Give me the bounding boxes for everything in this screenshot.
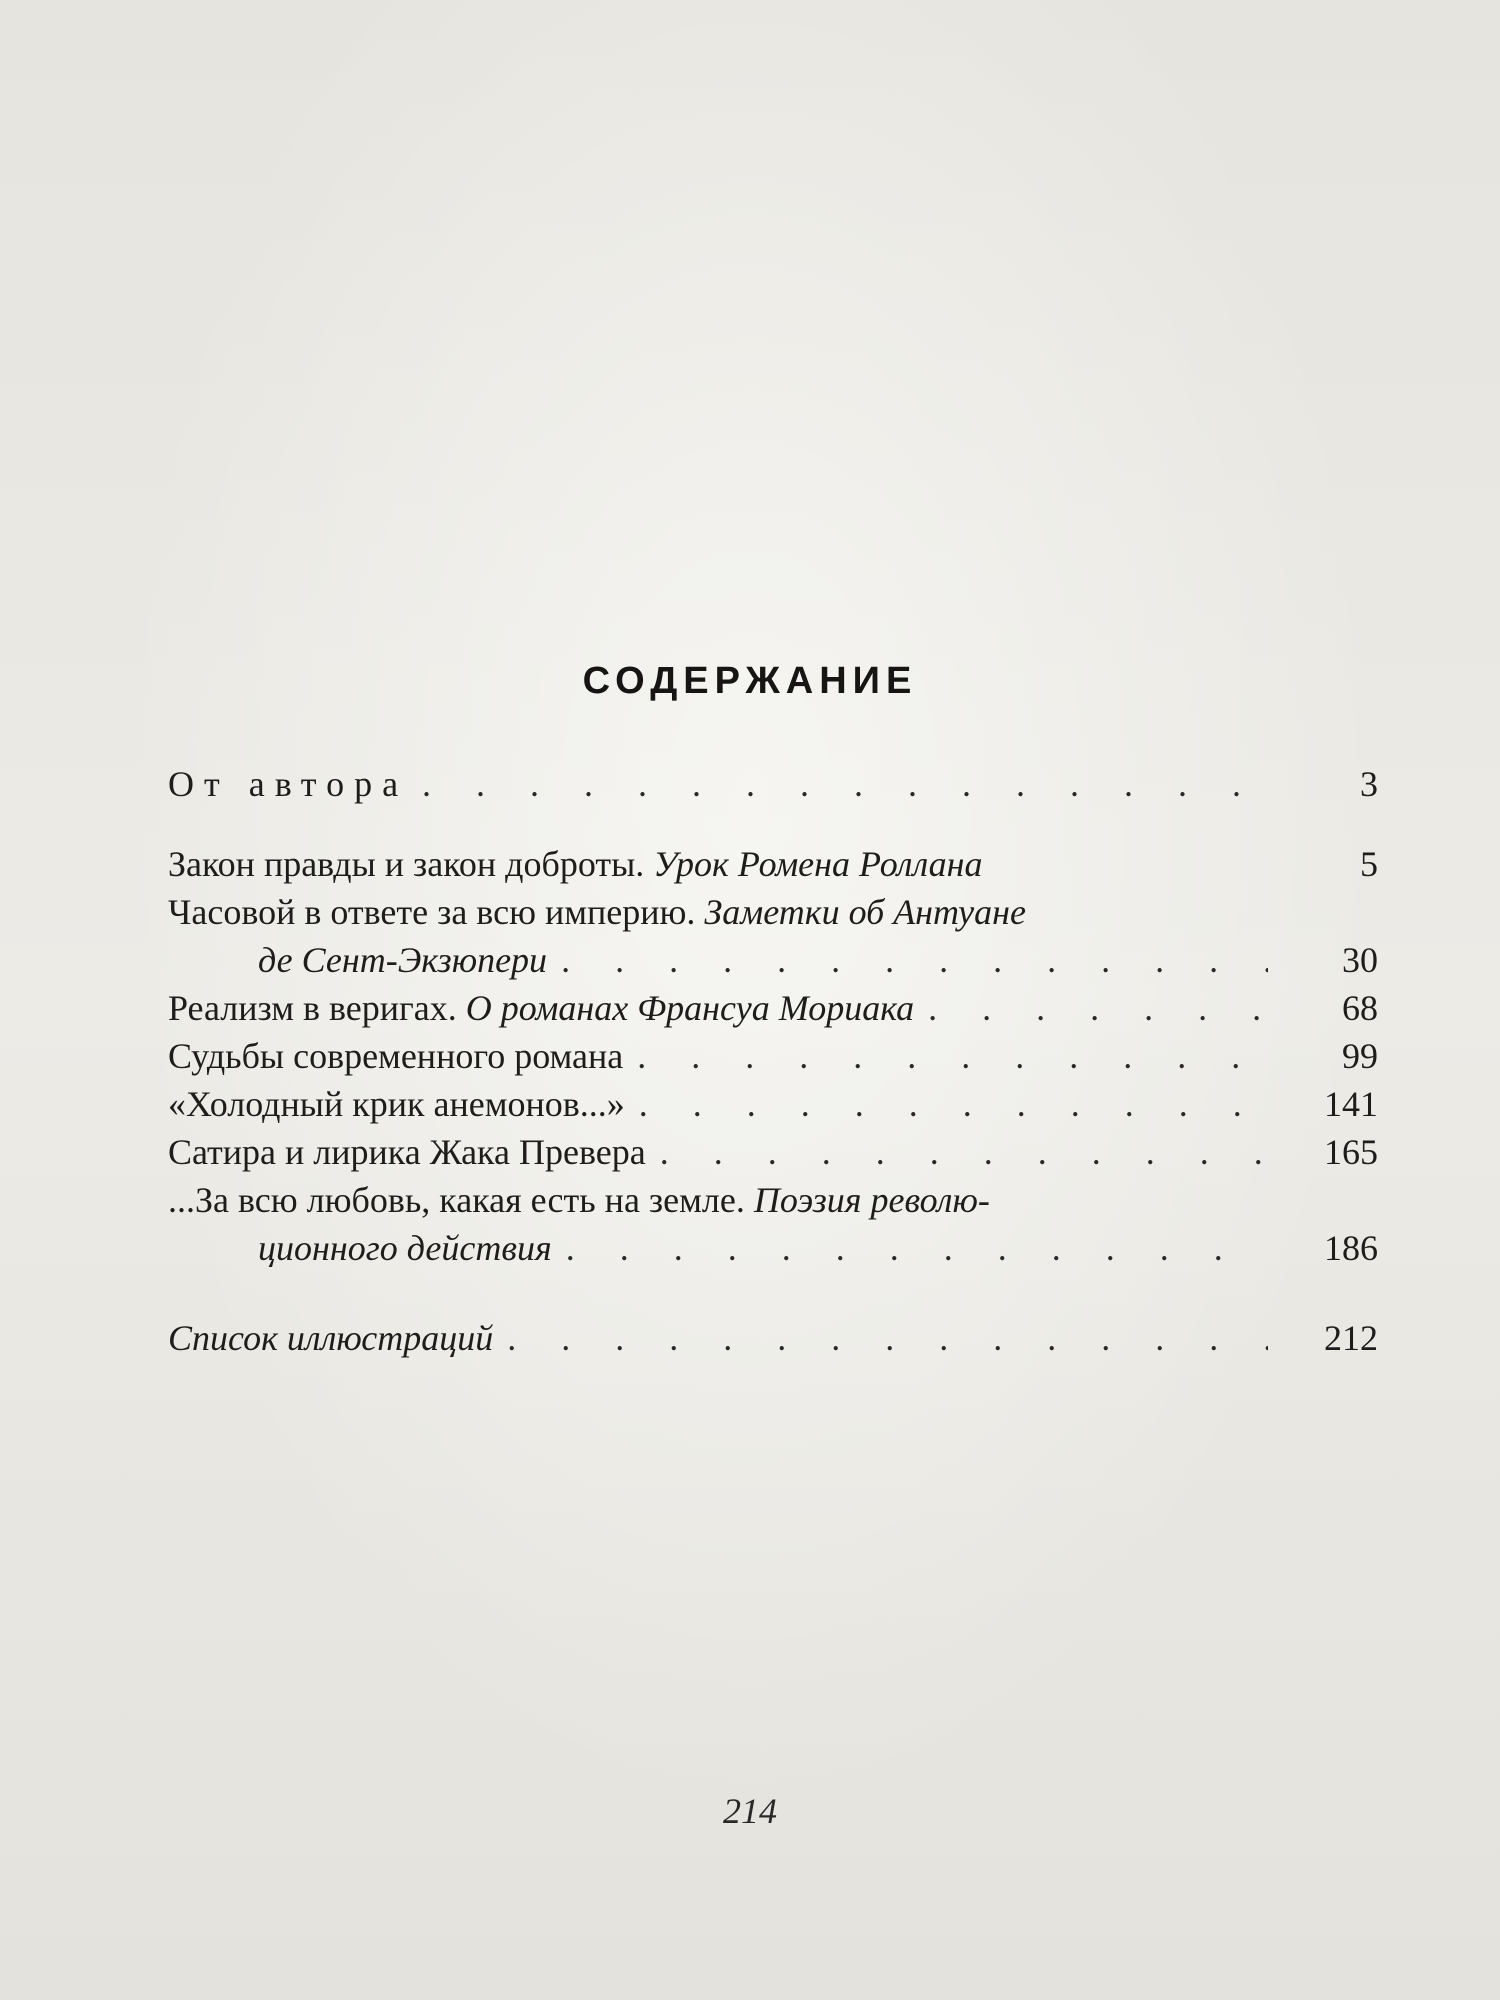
toc-entry-page: 141 — [1324, 1084, 1378, 1124]
toc-entry-title: ...За всю любовь, какая есть на земле. — [168, 1180, 745, 1220]
toc-entry-subtitle: Заметки об Антуане — [704, 892, 1026, 932]
toc-entry-subtitle-continued: ционного действия — [258, 1228, 552, 1268]
table-of-contents — [168, 760, 1378, 1362]
toc-entry — [168, 1080, 1378, 1128]
dot-leader — [646, 1128, 1268, 1176]
toc-entry-page: 165 — [1324, 1132, 1378, 1172]
toc-entry — [168, 1314, 1378, 1362]
dot-leader — [408, 760, 1268, 808]
toc-entry — [168, 984, 1378, 1032]
toc-entry-page: 30 — [1342, 940, 1378, 980]
toc-entry-page: 5 — [1360, 844, 1378, 884]
toc-entry-subtitle: О романах Франсуа Мориака — [465, 988, 915, 1028]
toc-entry-page: 3 — [1360, 764, 1378, 804]
dot-leader — [914, 984, 1268, 1032]
toc-entry-title: Реализм в веригах. — [168, 988, 457, 1028]
toc-entry-title: Закон правды и закон доброты. — [168, 844, 645, 884]
page-number: 214 — [723, 1791, 777, 1831]
dot-leader — [625, 1080, 1268, 1128]
toc-entry-page: 68 — [1342, 988, 1378, 1028]
dot-leader — [552, 1224, 1268, 1272]
toc-entry-title: Судьбы современного романа — [168, 1036, 624, 1076]
toc-entry — [168, 1128, 1378, 1176]
toc-entry-page: 99 — [1342, 1036, 1378, 1076]
toc-entry-title: Часовой в ответе за всю империю. — [168, 892, 696, 932]
toc-entry — [168, 888, 1378, 984]
toc-entry-title: Список иллюстраций — [168, 1318, 494, 1358]
toc-entry-page: 186 — [1324, 1228, 1378, 1268]
toc-entry — [168, 760, 1378, 808]
dot-leader — [623, 1032, 1268, 1080]
toc-entry-title: Сатира и лирика Жака Превера — [168, 1132, 646, 1172]
toc-entry-subtitle: Урок Ромена Роллана — [653, 844, 983, 884]
toc-entry-title: От автора — [168, 764, 409, 804]
toc-entry — [168, 1176, 1378, 1272]
toc-entry — [168, 840, 1378, 888]
toc-entry — [168, 1032, 1378, 1080]
toc-entry-subtitle: Поэзия револю- — [753, 1180, 990, 1220]
dot-leader — [493, 1314, 1268, 1362]
toc-entry-page: 212 — [1324, 1318, 1378, 1358]
dot-leader — [547, 936, 1268, 984]
toc-heading: СОДЕРЖАНИЕ — [582, 660, 918, 702]
toc-entry-title: «Холодный крик анемонов...» — [168, 1084, 625, 1124]
toc-entry-subtitle-continued: де Сент-Экзюпери — [258, 940, 548, 980]
